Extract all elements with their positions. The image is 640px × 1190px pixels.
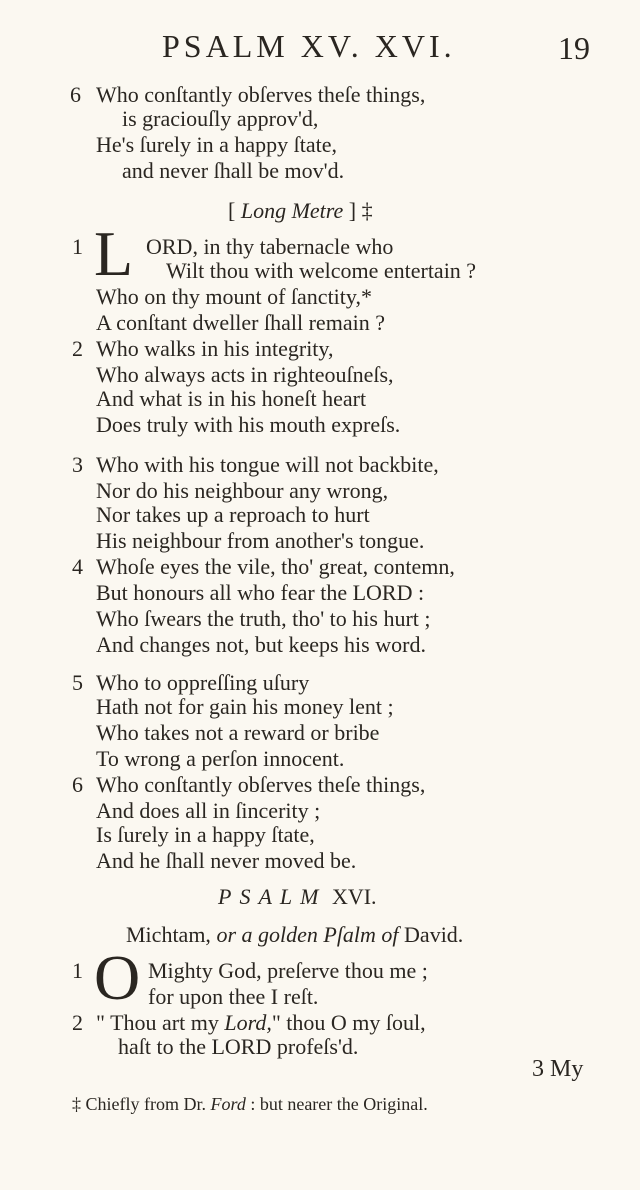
verse-number: 5 — [72, 670, 83, 695]
verse-fragment: " Thou art my — [96, 1010, 225, 1035]
footnote-text: : but nearer the Original. — [245, 1094, 428, 1114]
verse-number: 2 — [72, 1010, 83, 1035]
verse-line: Who with his tongue will not backbite, — [96, 452, 439, 477]
verse-line: Who ſwears the truth, tho' to his hurt ; — [96, 606, 431, 631]
psalm-subtitle — [126, 922, 463, 948]
subtitle-part: David. — [404, 922, 464, 947]
verse-line: Is ſurely in a happy ſtate, — [96, 822, 315, 847]
drop-cap: L — [94, 218, 134, 289]
verse-line: ORD, in thy tabernacle who — [146, 234, 394, 259]
verse-number: 4 — [72, 554, 83, 579]
verse-fragment: Lord, — [224, 1010, 272, 1035]
verse-line — [96, 1010, 426, 1036]
page-header — [0, 28, 640, 68]
footnote-mark: ‡ — [361, 198, 373, 223]
verse-line: To wrong a perſon innocent. — [96, 746, 345, 771]
verse-line: Wilt thou with welcome entertain ? — [166, 258, 477, 283]
psalm-number: XVI. — [331, 884, 377, 909]
verse-line: And changes not, but keeps his word. — [96, 632, 426, 657]
bracket-open: [ — [228, 198, 236, 223]
subtitle-part: or a golden Pſalm of — [216, 922, 399, 947]
footnote-text: Chiefly from Dr. — [81, 1094, 211, 1114]
verse-line: Who conſtantly obſerves theſe things, — [96, 82, 426, 107]
verse-line: And he ſhall never moved be. — [96, 848, 357, 873]
verse-line: Nor do his neighbour any wrong, — [96, 478, 389, 503]
verse-line: A conſtant dweller ſhall remain ? — [96, 310, 385, 335]
verse-number: 1 — [72, 234, 83, 259]
verse-line: haſt to the LORD profeſs'd. — [118, 1034, 359, 1059]
verse-line: And does all in ſincerity ; — [96, 798, 321, 823]
running-title: PSALM XV. XVI. — [162, 28, 456, 64]
footnote-mark: ‡ — [72, 1094, 81, 1114]
verse-line: for upon thee I reſt. — [148, 984, 319, 1009]
verse-line: He's ſurely in a happy ſtate, — [96, 132, 338, 157]
verse-line: Who conſtantly obſerves theſe things, — [96, 772, 426, 797]
footnote — [72, 1094, 428, 1115]
verse-line: His neighbour from another's tongue. — [96, 528, 425, 553]
verse-line: Who to oppreſſing uſury — [96, 670, 310, 695]
verse-number: 1 — [72, 958, 83, 983]
verse-number: 2 — [72, 336, 83, 361]
verse-line: But honours all who fear the LORD : — [96, 580, 425, 605]
drop-cap: O — [94, 942, 141, 1013]
psalm-heading — [218, 884, 377, 910]
verse-number: 6 — [70, 82, 81, 107]
verse-number: 3 — [72, 452, 83, 477]
bracket-close: ] — [348, 198, 357, 223]
catchword: 3 My — [532, 1056, 584, 1082]
metre-label: Long Metre — [240, 198, 344, 223]
verse-number: 6 — [72, 772, 83, 797]
verse-line: Nor takes up a reproach to hurt — [96, 502, 370, 527]
metre-heading — [228, 198, 373, 224]
verse-line: And what is in his honeſt heart — [96, 386, 367, 411]
verse-line: and never ſhall be mov'd. — [122, 158, 345, 183]
verse-line: Mighty God, preſerve thou me ; — [148, 958, 428, 983]
psalm-word: PSALM — [218, 884, 327, 909]
verse-line: is graciouſly approv'd, — [122, 106, 319, 131]
verse-line: Who walks in his integrity, — [96, 336, 334, 361]
verse-line: Hath not for gain his money lent ; — [96, 694, 394, 719]
verse-line: Who always acts in righteouſneſs, — [96, 362, 394, 387]
verse-line: Does truly with his mouth expreſs. — [96, 412, 401, 437]
verse-line: Who on thy mount of ſanctity,* — [96, 284, 372, 309]
verse-line: Who takes not a reward or bribe — [96, 720, 380, 745]
subtitle-part: Michtam, — [126, 922, 211, 947]
verse-line: Whoſe eyes the vile, tho' great, contemn, — [96, 554, 455, 579]
verse-fragment: " thou O my ſoul, — [271, 1010, 426, 1035]
footnote-text: Ford — [210, 1094, 246, 1114]
page-number: 19 — [558, 30, 590, 66]
